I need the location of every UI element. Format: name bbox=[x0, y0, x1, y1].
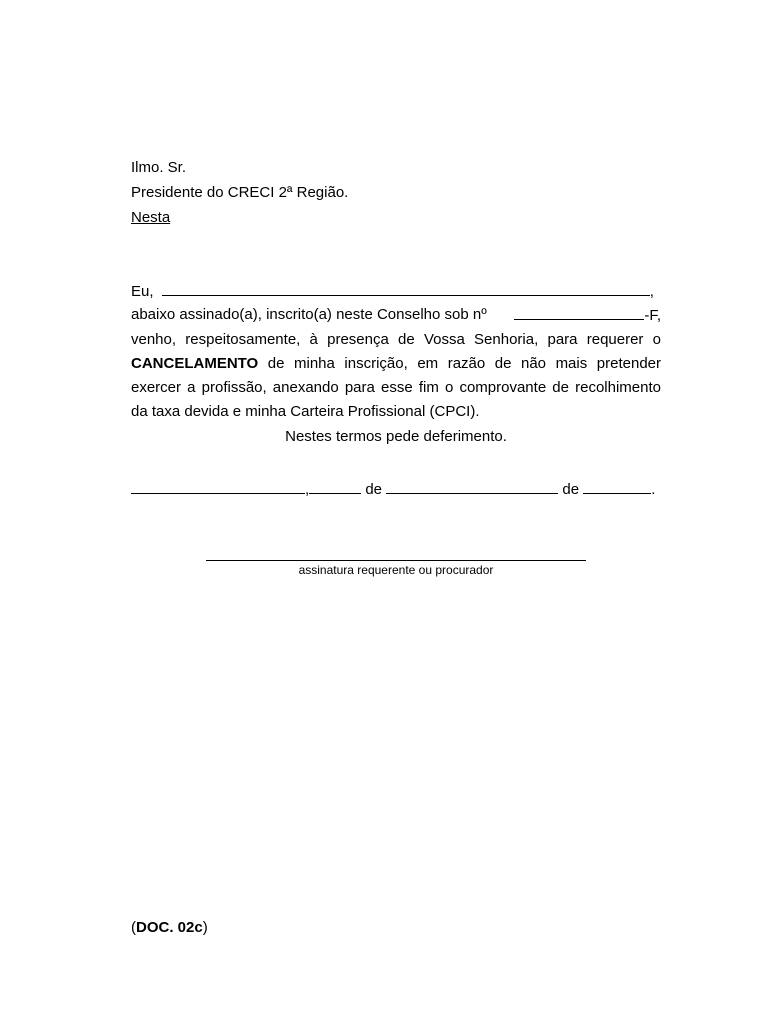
doc-ref-code: DOC. 02c bbox=[136, 919, 203, 936]
registration-line bbox=[131, 305, 661, 326]
date-de-1: de bbox=[365, 481, 383, 498]
body-line-4-text: de minha inscrição, em razão de não mais pretender bbox=[267, 355, 661, 372]
signature-line bbox=[206, 560, 586, 561]
body-line-6: da taxa devida e minha Carteira Profissional (CPCI). bbox=[131, 403, 480, 420]
month-blank bbox=[386, 479, 558, 494]
registration-prefix: abaixo assinado(a), inscrito(a) neste Conselho sob nº bbox=[131, 306, 487, 323]
signature-caption: assinatura requerente ou procurador bbox=[298, 563, 494, 577]
body-line-4 bbox=[131, 354, 661, 374]
eu-prefix: Eu, bbox=[131, 283, 154, 300]
location: Nesta bbox=[131, 209, 171, 226]
registration-suffix: -F, bbox=[644, 307, 661, 324]
date-line bbox=[131, 479, 655, 500]
closing-text: Nestes termos pede deferimento. bbox=[285, 428, 507, 445]
body-line-5-text: exercer a profissão, anexando para esse fim o comprovante de recolhimento bbox=[131, 379, 661, 396]
document-reference bbox=[131, 918, 208, 938]
body-line-5 bbox=[131, 378, 661, 398]
date-period: . bbox=[651, 481, 656, 498]
date-de-2: de bbox=[562, 481, 580, 498]
doc-ref-open: ( bbox=[131, 919, 136, 936]
eu-suffix: , bbox=[649, 283, 654, 300]
city-blank bbox=[131, 479, 305, 494]
salutation: Ilmo. Sr. bbox=[131, 159, 187, 176]
recipient: Presidente do CRECI 2ª Região. bbox=[131, 184, 349, 201]
year-blank bbox=[583, 479, 651, 494]
cancelamento-keyword: CANCELAMENTO bbox=[131, 355, 259, 372]
doc-ref-close: ) bbox=[202, 919, 208, 936]
day-blank bbox=[309, 479, 361, 494]
body-line-3 bbox=[131, 330, 661, 350]
registration-blank bbox=[514, 305, 644, 320]
date-comma: , bbox=[305, 481, 310, 498]
body-line-3-text: venho, respeitosamente, à presença de Vossa Senhoria, para requerer o bbox=[131, 331, 661, 348]
name-line bbox=[131, 281, 661, 302]
name-blank bbox=[162, 281, 650, 296]
